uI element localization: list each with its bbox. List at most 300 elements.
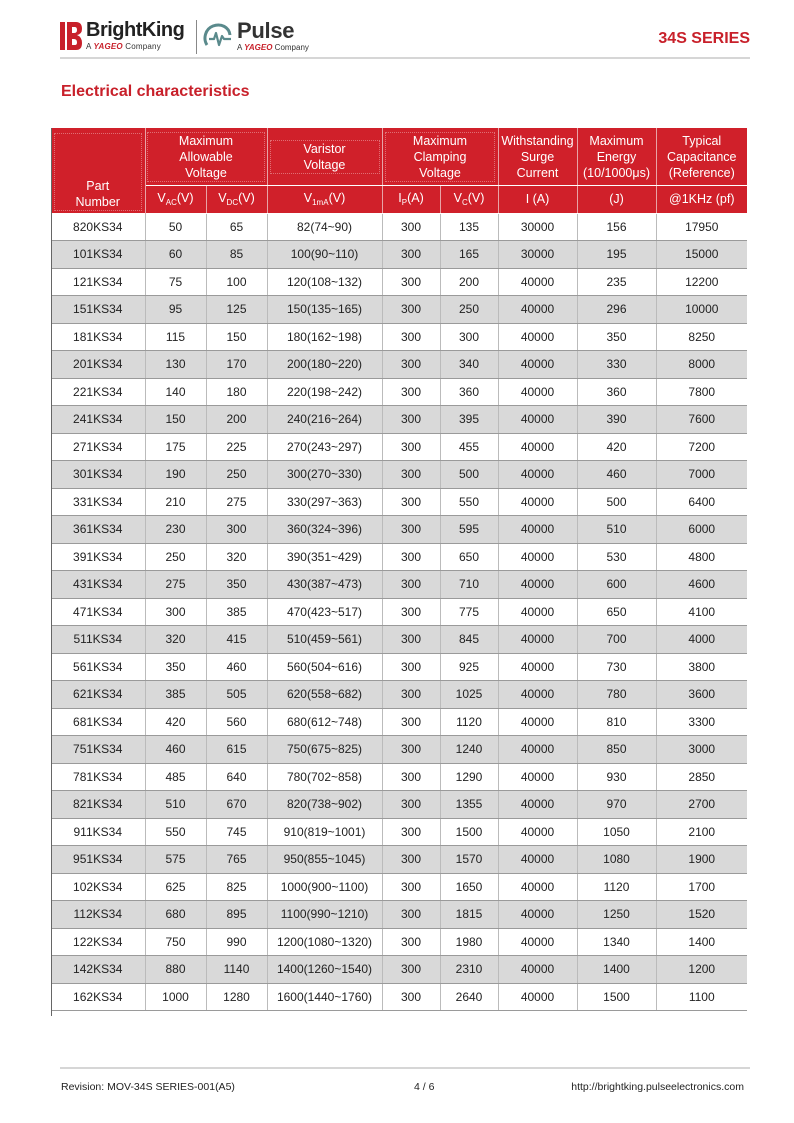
cell-vdc: 765: [206, 846, 267, 874]
table-row: [51, 378, 747, 406]
cell-v1ma: 1200(1080~1320): [267, 928, 382, 956]
cell-vc: 135: [440, 213, 498, 241]
cell-v1ma: 100(90~110): [267, 241, 382, 269]
cell-capacitance: 1900: [656, 846, 747, 874]
cell-capacitance: 1400: [656, 928, 747, 956]
cell-vc: 250: [440, 296, 498, 324]
page-header: [0, 0, 794, 70]
cell-ip: 300: [382, 241, 440, 269]
cell-ip: 300: [382, 213, 440, 241]
cell-v1ma: 780(702~858): [267, 763, 382, 791]
cell-energy: 810: [577, 708, 656, 736]
table-row: [51, 323, 747, 351]
cell-ip: 300: [382, 681, 440, 709]
electrical-characteristics-table: [51, 128, 747, 1011]
cell-vdc: 825: [206, 873, 267, 901]
cell-part-number: 121KS34: [51, 268, 145, 296]
cell-vc: 500: [440, 461, 498, 489]
cell-vdc: 170: [206, 351, 267, 379]
table-row: [51, 241, 747, 269]
cell-v1ma: 910(819~1001): [267, 818, 382, 846]
cell-part-number: 361KS34: [51, 516, 145, 544]
cell-part-number: 561KS34: [51, 653, 145, 681]
cell-vdc: 350: [206, 571, 267, 599]
cell-vac: 385: [145, 681, 206, 709]
cell-capacitance: 3600: [656, 681, 747, 709]
cell-energy: 1340: [577, 928, 656, 956]
cell-capacitance: 8000: [656, 351, 747, 379]
cell-vc: 455: [440, 433, 498, 461]
cell-energy: 530: [577, 543, 656, 571]
cell-surge-current: 40000: [498, 681, 577, 709]
cell-surge-current: 40000: [498, 268, 577, 296]
cell-ip: 300: [382, 983, 440, 1011]
cell-energy: 600: [577, 571, 656, 599]
cell-capacitance: 2100: [656, 818, 747, 846]
cell-vdc: 615: [206, 736, 267, 764]
cell-vc: 395: [440, 406, 498, 434]
cell-surge-current: 40000: [498, 846, 577, 874]
cell-vdc: 385: [206, 598, 267, 626]
table-row: [51, 433, 747, 461]
logo-divider: [196, 20, 197, 54]
cell-vac: 210: [145, 488, 206, 516]
table-row: [51, 681, 747, 709]
table-row: [51, 461, 747, 489]
cell-surge-current: 40000: [498, 406, 577, 434]
cell-vac: 175: [145, 433, 206, 461]
cell-surge-current: 40000: [498, 461, 577, 489]
cell-vdc: 1140: [206, 956, 267, 984]
cell-part-number: 331KS34: [51, 488, 145, 516]
pulse-name: Pulse: [237, 18, 295, 43]
cell-surge-current: 30000: [498, 213, 577, 241]
cell-surge-current: 40000: [498, 516, 577, 544]
cell-capacitance: 15000: [656, 241, 747, 269]
cell-v1ma: 470(423~517): [267, 598, 382, 626]
unit-j: (J): [577, 185, 656, 213]
cell-surge-current: 40000: [498, 351, 577, 379]
header-rule: [60, 57, 750, 59]
cell-energy: 850: [577, 736, 656, 764]
cell-capacitance: 4100: [656, 598, 747, 626]
cell-vc: 165: [440, 241, 498, 269]
cell-energy: 195: [577, 241, 656, 269]
cell-vc: 775: [440, 598, 498, 626]
cell-ip: 300: [382, 598, 440, 626]
cell-ip: 300: [382, 461, 440, 489]
cell-ip: 300: [382, 323, 440, 351]
cell-vc: 2640: [440, 983, 498, 1011]
cell-vdc: 640: [206, 763, 267, 791]
cell-capacitance: 6000: [656, 516, 747, 544]
cell-vdc: 225: [206, 433, 267, 461]
cell-surge-current: 40000: [498, 763, 577, 791]
footer-revision: Revision: MOV-34S SERIES-001(A5): [61, 1081, 235, 1093]
cell-vdc: 200: [206, 406, 267, 434]
table-row: [51, 268, 747, 296]
footer-rule: [60, 1067, 750, 1069]
cell-vac: 140: [145, 378, 206, 406]
cell-part-number: 151KS34: [51, 296, 145, 324]
cell-vac: 50: [145, 213, 206, 241]
cell-vac: 420: [145, 708, 206, 736]
cell-ip: 300: [382, 488, 440, 516]
unit-i: I (A): [498, 185, 577, 213]
cell-vc: 710: [440, 571, 498, 599]
cell-energy: 970: [577, 791, 656, 819]
cell-surge-current: 40000: [498, 708, 577, 736]
cell-vac: 130: [145, 351, 206, 379]
unit-pf: @1KHz (pf): [656, 185, 747, 213]
header-varistor-voltage: Varistor Voltage: [267, 128, 382, 185]
cell-ip: 300: [382, 736, 440, 764]
cell-part-number: 821KS34: [51, 791, 145, 819]
cell-part-number: 621KS34: [51, 681, 145, 709]
cell-capacitance: 4000: [656, 626, 747, 654]
cell-ip: 300: [382, 406, 440, 434]
cell-vc: 340: [440, 351, 498, 379]
table-row: [51, 928, 747, 956]
cell-energy: 1250: [577, 901, 656, 929]
cell-part-number: 471KS34: [51, 598, 145, 626]
cell-capacitance: 7200: [656, 433, 747, 461]
cell-energy: 390: [577, 406, 656, 434]
cell-capacitance: 3300: [656, 708, 747, 736]
cell-capacitance: 10000: [656, 296, 747, 324]
table-row: [51, 543, 747, 571]
cell-v1ma: 1600(1440~1760): [267, 983, 382, 1011]
cell-vac: 880: [145, 956, 206, 984]
cell-capacitance: 7800: [656, 378, 747, 406]
cell-capacitance: 8250: [656, 323, 747, 351]
cell-capacitance: 7000: [656, 461, 747, 489]
series-title: 34S SERIES: [658, 30, 750, 47]
cell-capacitance: 12200: [656, 268, 747, 296]
cell-energy: 500: [577, 488, 656, 516]
table-row: [51, 708, 747, 736]
header-allowable-voltage: Maximum Allowable Voltage: [145, 128, 267, 185]
table-row: [51, 488, 747, 516]
cell-energy: 156: [577, 213, 656, 241]
cell-vc: 1980: [440, 928, 498, 956]
table-row: [51, 213, 747, 241]
cell-surge-current: 40000: [498, 928, 577, 956]
cell-v1ma: 200(180~220): [267, 351, 382, 379]
table-row: [51, 653, 747, 681]
cell-v1ma: 240(216~264): [267, 406, 382, 434]
cell-vdc: 505: [206, 681, 267, 709]
cell-energy: 360: [577, 378, 656, 406]
cell-capacitance: 4600: [656, 571, 747, 599]
cell-energy: 1050: [577, 818, 656, 846]
brightking-logo: [60, 20, 184, 56]
cell-part-number: 122KS34: [51, 928, 145, 956]
cell-part-number: 201KS34: [51, 351, 145, 379]
cell-v1ma: 430(387~473): [267, 571, 382, 599]
cell-vac: 60: [145, 241, 206, 269]
table-row: [51, 598, 747, 626]
cell-v1ma: 750(675~825): [267, 736, 382, 764]
table-row: [51, 873, 747, 901]
table-row: [51, 901, 747, 929]
table-row: [51, 351, 747, 379]
cell-vc: 360: [440, 378, 498, 406]
cell-vac: 460: [145, 736, 206, 764]
cell-vc: 1240: [440, 736, 498, 764]
cell-vac: 510: [145, 791, 206, 819]
cell-vc: 1025: [440, 681, 498, 709]
cell-energy: 235: [577, 268, 656, 296]
cell-surge-current: 40000: [498, 626, 577, 654]
cell-part-number: 511KS34: [51, 626, 145, 654]
unit-vac: $V_{AC}(V)$: [145, 185, 206, 213]
cell-vdc: 100: [206, 268, 267, 296]
cell-capacitance: 4800: [656, 543, 747, 571]
cell-ip: 300: [382, 818, 440, 846]
cell-vac: 95: [145, 296, 206, 324]
cell-vdc: 125: [206, 296, 267, 324]
cell-ip: 300: [382, 708, 440, 736]
cell-vdc: 275: [206, 488, 267, 516]
cell-v1ma: 330(297~363): [267, 488, 382, 516]
cell-surge-current: 40000: [498, 983, 577, 1011]
cell-vc: 1355: [440, 791, 498, 819]
cell-part-number: 911KS34: [51, 818, 145, 846]
cell-vc: 1500: [440, 818, 498, 846]
cell-energy: 1080: [577, 846, 656, 874]
cell-energy: 650: [577, 598, 656, 626]
cell-surge-current: 40000: [498, 791, 577, 819]
cell-energy: 420: [577, 433, 656, 461]
header-max-energy: Maximum Energy (10/1000μs): [577, 128, 656, 185]
cell-capacitance: 17950: [656, 213, 747, 241]
cell-v1ma: 82(74~90): [267, 213, 382, 241]
cell-vdc: 85: [206, 241, 267, 269]
cell-vac: 190: [145, 461, 206, 489]
cell-energy: 1400: [577, 956, 656, 984]
header-part-label: Part Number: [54, 133, 142, 211]
cell-energy: 1500: [577, 983, 656, 1011]
cell-vc: 1290: [440, 763, 498, 791]
cell-surge-current: 40000: [498, 433, 577, 461]
cell-vc: 1650: [440, 873, 498, 901]
cell-capacitance: 1520: [656, 901, 747, 929]
cell-v1ma: 620(558~682): [267, 681, 382, 709]
cell-vac: 150: [145, 406, 206, 434]
cell-vac: 680: [145, 901, 206, 929]
cell-vac: 115: [145, 323, 206, 351]
cell-ip: 300: [382, 433, 440, 461]
cell-ip: 300: [382, 901, 440, 929]
cell-part-number: 781KS34: [51, 763, 145, 791]
cell-ip: 300: [382, 268, 440, 296]
cell-v1ma: 1400(1260~1540): [267, 956, 382, 984]
table-row: [51, 983, 747, 1011]
cell-ip: 300: [382, 543, 440, 571]
cell-vac: 320: [145, 626, 206, 654]
brightking-mark-icon: [60, 22, 82, 50]
cell-vc: 1815: [440, 901, 498, 929]
table-row: [51, 516, 747, 544]
cell-part-number: 102KS34: [51, 873, 145, 901]
footer-url[interactable]: http://brightking.pulseelectronics.com: [571, 1081, 744, 1093]
cell-vac: 1000: [145, 983, 206, 1011]
pulse-subtitle: A YAGEO Company: [237, 43, 309, 52]
cell-part-number: 142KS34: [51, 956, 145, 984]
cell-vdc: 415: [206, 626, 267, 654]
cell-capacitance: 2700: [656, 791, 747, 819]
cell-vdc: 460: [206, 653, 267, 681]
cell-part-number: 162KS34: [51, 983, 145, 1011]
cell-surge-current: 40000: [498, 598, 577, 626]
cell-ip: 300: [382, 571, 440, 599]
cell-surge-current: 30000: [498, 241, 577, 269]
cell-v1ma: 300(270~330): [267, 461, 382, 489]
cell-vc: 550: [440, 488, 498, 516]
cell-vac: 300: [145, 598, 206, 626]
cell-vac: 230: [145, 516, 206, 544]
header-clamping-voltage: Maximum Clamping Voltage: [382, 128, 498, 185]
cell-energy: 930: [577, 763, 656, 791]
cell-ip: 300: [382, 763, 440, 791]
cell-capacitance: 3800: [656, 653, 747, 681]
cell-vdc: 180: [206, 378, 267, 406]
cell-energy: 296: [577, 296, 656, 324]
cell-vc: 925: [440, 653, 498, 681]
cell-ip: 300: [382, 928, 440, 956]
cell-vc: 200: [440, 268, 498, 296]
cell-capacitance: 1100: [656, 983, 747, 1011]
cell-v1ma: 510(459~561): [267, 626, 382, 654]
table-left-rule: [51, 128, 52, 1016]
cell-part-number: 951KS34: [51, 846, 145, 874]
cell-surge-current: 40000: [498, 323, 577, 351]
cell-surge-current: 40000: [498, 736, 577, 764]
cell-v1ma: 680(612~748): [267, 708, 382, 736]
header-capacitance: Typical Capacitance (Reference): [656, 128, 747, 185]
cell-vac: 75: [145, 268, 206, 296]
cell-vdc: 670: [206, 791, 267, 819]
cell-part-number: 391KS34: [51, 543, 145, 571]
cell-v1ma: 180(162~198): [267, 323, 382, 351]
cell-surge-current: 40000: [498, 873, 577, 901]
cell-vdc: 1280: [206, 983, 267, 1011]
cell-vdc: 320: [206, 543, 267, 571]
cell-ip: 300: [382, 956, 440, 984]
cell-energy: 780: [577, 681, 656, 709]
cell-capacitance: 1200: [656, 956, 747, 984]
cell-v1ma: 1100(990~1210): [267, 901, 382, 929]
cell-capacitance: 7600: [656, 406, 747, 434]
cell-v1ma: 950(855~1045): [267, 846, 382, 874]
table-row: [51, 956, 747, 984]
table-row: [51, 763, 747, 791]
cell-ip: 300: [382, 791, 440, 819]
cell-vac: 350: [145, 653, 206, 681]
pulse-logo: [203, 20, 309, 56]
cell-surge-current: 40000: [498, 653, 577, 681]
cell-vdc: 250: [206, 461, 267, 489]
cell-capacitance: 1700: [656, 873, 747, 901]
cell-energy: 350: [577, 323, 656, 351]
cell-v1ma: 560(504~616): [267, 653, 382, 681]
cell-ip: 300: [382, 626, 440, 654]
cell-ip: 300: [382, 378, 440, 406]
unit-vdc: $V_{DC}(V)$: [206, 185, 267, 213]
pulse-mark-icon: [203, 23, 233, 51]
cell-part-number: 271KS34: [51, 433, 145, 461]
cell-energy: 460: [577, 461, 656, 489]
cell-vac: 550: [145, 818, 206, 846]
cell-vdc: 150: [206, 323, 267, 351]
cell-vc: 650: [440, 543, 498, 571]
cell-part-number: 431KS34: [51, 571, 145, 599]
cell-part-number: 241KS34: [51, 406, 145, 434]
brightking-name: BrightKing: [86, 19, 185, 41]
table-row: [51, 626, 747, 654]
table-body: [51, 213, 747, 1011]
cell-vdc: 560: [206, 708, 267, 736]
cell-surge-current: 40000: [498, 378, 577, 406]
table-row: [51, 571, 747, 599]
cell-v1ma: 150(135~165): [267, 296, 382, 324]
cell-surge-current: 40000: [498, 296, 577, 324]
header-part-number: [51, 128, 145, 213]
cell-vac: 250: [145, 543, 206, 571]
cell-vc: 2310: [440, 956, 498, 984]
cell-surge-current: 40000: [498, 818, 577, 846]
table-row: [51, 818, 747, 846]
cell-energy: 1120: [577, 873, 656, 901]
cell-surge-current: 40000: [498, 543, 577, 571]
table-row: [51, 791, 747, 819]
cell-vac: 625: [145, 873, 206, 901]
cell-capacitance: 3000: [656, 736, 747, 764]
cell-vdc: 990: [206, 928, 267, 956]
cell-part-number: 681KS34: [51, 708, 145, 736]
header-surge-current: Withstanding Surge Current: [498, 128, 577, 185]
cell-surge-current: 40000: [498, 571, 577, 599]
unit-ip: $I_P(A)$: [382, 185, 440, 213]
cell-vdc: 65: [206, 213, 267, 241]
cell-surge-current: 40000: [498, 901, 577, 929]
cell-vc: 1120: [440, 708, 498, 736]
cell-v1ma: 1000(900~1100): [267, 873, 382, 901]
unit-v1ma: $V_{1mA}(V)$: [267, 185, 382, 213]
cell-ip: 300: [382, 296, 440, 324]
cell-vdc: 895: [206, 901, 267, 929]
table-row: [51, 296, 747, 324]
cell-vdc: 300: [206, 516, 267, 544]
cell-v1ma: 820(738~902): [267, 791, 382, 819]
cell-vc: 1570: [440, 846, 498, 874]
cell-vc: 300: [440, 323, 498, 351]
cell-capacitance: 6400: [656, 488, 747, 516]
brightking-subtitle: A YAGEO Company: [86, 42, 161, 51]
cell-vc: 845: [440, 626, 498, 654]
cell-vac: 750: [145, 928, 206, 956]
table-row: [51, 736, 747, 764]
footer-page-number: 4 / 6: [414, 1081, 435, 1093]
cell-capacitance: 2850: [656, 763, 747, 791]
cell-vac: 485: [145, 763, 206, 791]
cell-v1ma: 270(243~297): [267, 433, 382, 461]
cell-vc: 595: [440, 516, 498, 544]
cell-energy: 700: [577, 626, 656, 654]
cell-ip: 300: [382, 516, 440, 544]
cell-v1ma: 120(108~132): [267, 268, 382, 296]
